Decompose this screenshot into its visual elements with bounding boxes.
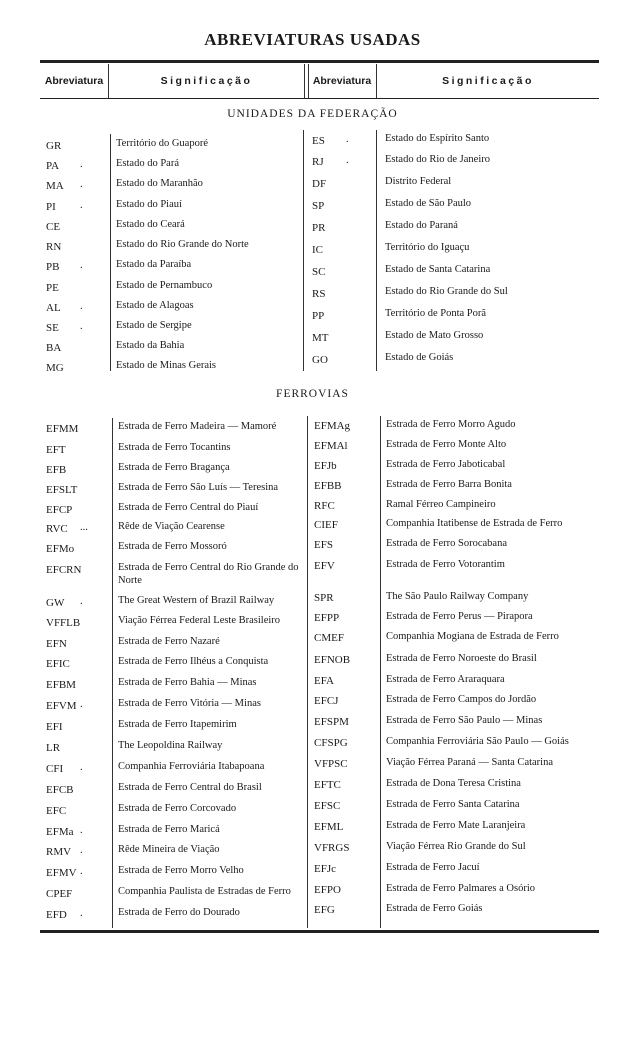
- abbreviation-meaning: Estrada de Ferro Santa Catarina: [386, 799, 520, 810]
- leader-dots: .: [80, 699, 83, 710]
- abbreviation-meaning: Estado da Bahia: [116, 340, 185, 351]
- abbreviation-code: GW: [46, 597, 65, 609]
- abbreviation-code: EFN: [46, 638, 67, 650]
- abbreviation-meaning: Estrada de Ferro Jacuí: [386, 862, 480, 873]
- abbreviation-meaning: Território de Ponta Porã: [385, 308, 487, 319]
- abbreviation-meaning: Rêde Mineira de Viação: [118, 844, 220, 855]
- column-divider: [303, 130, 304, 371]
- abbreviation-code: EFMo: [46, 543, 75, 555]
- abbreviation-meaning: Estado do Paraná: [385, 220, 458, 231]
- abbreviation-code: LR: [46, 742, 61, 754]
- abbreviation-code: EFV: [314, 560, 335, 572]
- header-top-rule: [40, 60, 599, 63]
- abbreviation-code: RMV: [46, 846, 72, 858]
- abbreviation-code: DF: [312, 178, 327, 190]
- abbreviation-meaning: Estado de Minas Gerais: [116, 360, 217, 371]
- page-title: ABREVIATURAS USADAS: [204, 30, 421, 49]
- abbreviation-meaning: Companhia Paulista de Estradas de Ferro: [118, 886, 291, 897]
- abbreviation-meaning: Estado do Piauí: [116, 199, 182, 210]
- leader-dots: .: [80, 159, 83, 170]
- abbreviation-meaning: Distrito Federal: [385, 176, 452, 187]
- abbreviation-code: EFC: [46, 805, 67, 817]
- abbreviation-code: EFT: [46, 444, 66, 456]
- abbreviation-code: CFI: [46, 763, 64, 775]
- abbreviation-code: GO: [312, 354, 328, 366]
- column-divider: [307, 416, 308, 928]
- leader-dots: .: [80, 845, 83, 856]
- abbreviation-meaning: Estrada de Ferro Ilhéus a Conquista: [118, 656, 269, 667]
- abbreviation-code: EFCB: [46, 784, 74, 796]
- abbreviation-meaning: Estrada de Ferro Maricá: [118, 824, 220, 835]
- abbreviation-meaning: Estrada de Ferro Noroeste do Brasil: [386, 653, 537, 664]
- abbreviation-meaning: Estrada de Ferro Mate Laranjeira: [386, 820, 526, 831]
- abbreviation-code: CIEF: [314, 519, 338, 531]
- column-divider: [110, 134, 111, 371]
- abbreviation-code: EFSPM: [314, 716, 349, 728]
- leader-dots: .: [80, 301, 83, 312]
- abbreviation-code: VFFLB: [46, 617, 81, 629]
- abbreviation-code: RJ: [312, 156, 324, 168]
- leader-dots: .: [346, 155, 349, 166]
- abbreviation-code: RN: [46, 241, 62, 253]
- abbreviation-code: EFCP: [46, 504, 73, 516]
- leader-dots: .: [80, 908, 83, 919]
- abbreviation-meaning: Estrada de Ferro Central do Rio Grande do Norte: [118, 562, 299, 586]
- abbreviation-code: EFMAl: [314, 440, 348, 452]
- abbreviation-meaning: Estado do Rio Grande do Norte: [116, 239, 249, 250]
- abbreviation-code: EFBM: [46, 679, 76, 691]
- abbreviation-meaning: Companhia Ferroviária São Paulo — Goiás: [386, 736, 569, 747]
- abbreviation-code: PE: [46, 282, 59, 294]
- abbreviation-meaning: Estrada de Ferro Bragança: [118, 462, 230, 473]
- abbreviation-code: EFPO: [314, 884, 341, 896]
- abbreviation-meaning: Estrada de Ferro Barra Bonita: [386, 479, 512, 490]
- abbreviation-meaning: Território do Iguaçu: [385, 242, 470, 253]
- leader-dots: .: [80, 179, 83, 190]
- abbreviation-code: EFMV: [46, 867, 77, 879]
- abbreviation-code: VFRGS: [314, 842, 350, 854]
- header-abbreviation-left: Abreviatura: [44, 75, 104, 87]
- header-meaning-right: Significação: [442, 75, 534, 87]
- abbreviation-meaning: Companhia Mogiana de Estrada de Ferro: [386, 631, 559, 642]
- abbreviation-meaning: Estrada de Ferro Corcovado: [118, 803, 237, 814]
- abbreviation-meaning: Estrada de Ferro do Dourado: [118, 907, 240, 918]
- abbreviation-meaning: Viação Férrea Federal Leste Brasileiro: [118, 615, 281, 626]
- abbreviation-code: RS: [312, 288, 326, 300]
- leader-dots: .: [80, 260, 83, 271]
- abbreviation-code: MT: [312, 332, 329, 344]
- column-divider: [380, 416, 381, 928]
- leader-dots: .: [80, 825, 83, 836]
- abbreviation-code: EFPP: [314, 612, 340, 624]
- abbreviation-code: EFJc: [314, 863, 336, 875]
- abbreviation-meaning: The São Paulo Railway Company: [386, 591, 529, 602]
- abbreviation-code: EFS: [314, 539, 333, 551]
- abbreviation-meaning: Estrada de Ferro Nazaré: [118, 636, 220, 647]
- abbreviation-code: EFI: [46, 721, 63, 733]
- abbreviation-meaning: Companhia Itatibense de Estrada de Ferro: [386, 518, 563, 529]
- abbreviation-code: EFML: [314, 821, 344, 833]
- abbreviation-meaning: Estrada de Ferro Morro Velho: [118, 865, 244, 876]
- abbreviation-meaning: Estado do Pará: [116, 158, 179, 169]
- leader-dots: .: [80, 321, 83, 332]
- abbreviation-code: PB: [46, 261, 60, 273]
- abbreviation-code: EFJb: [314, 460, 337, 472]
- abbreviation-meaning: Estrada de Ferro Perus — Pirapora: [386, 611, 533, 622]
- abbreviation-code: CPEF: [46, 888, 73, 900]
- abbreviation-meaning: Estrada de Ferro Central do Piauí: [118, 502, 259, 513]
- abbreviation-code: MA: [46, 180, 64, 192]
- abbreviation-meaning: Viação Férrea Paraná — Santa Catarina: [386, 757, 554, 768]
- abbreviation-code: SE: [46, 322, 59, 334]
- abbreviation-meaning: Estado do Ceará: [116, 219, 185, 230]
- abbreviation-meaning: Estado do Espírito Santo: [385, 133, 490, 144]
- abbreviation-meaning: Estrada de Ferro Palmares a Osório: [386, 883, 535, 894]
- abbreviation-meaning: Território do Guaporé: [116, 138, 208, 149]
- leader-dots: .: [80, 866, 83, 877]
- abbreviation-meaning: Estrada de Ferro Tocantins: [118, 442, 231, 453]
- abbreviation-code: SP: [312, 200, 325, 212]
- abbreviation-code: MG: [46, 362, 64, 374]
- header-abbreviation-right: Abreviatura: [312, 75, 372, 87]
- abbreviation-code: PR: [312, 222, 326, 234]
- abbreviation-code: EFG: [314, 904, 335, 916]
- abbreviation-meaning: Estado de Alagoas: [116, 300, 194, 311]
- abbreviation-code: EFMAg: [314, 420, 351, 432]
- abbreviation-meaning: Estrada de Ferro Mossoró: [118, 541, 227, 552]
- abbreviation-meaning: Estado de Sergipe: [116, 320, 192, 331]
- abbreviation-meaning: Estrada de Ferro São Luís — Teresina: [118, 482, 279, 493]
- header-bottom-rule: [40, 98, 599, 99]
- abbreviation-meaning: Estado de Mato Grosso: [385, 330, 484, 341]
- abbreviation-meaning: The Great Western of Brazil Railway: [118, 595, 275, 606]
- abbreviation-meaning: Estrada de Ferro Araraquara: [386, 674, 505, 685]
- abbreviation-code: EFSC: [314, 800, 341, 812]
- abbreviation-meaning: Estado da Paraíba: [116, 259, 192, 270]
- abbreviation-meaning: The Leopoldina Railway: [118, 740, 223, 751]
- abbreviation-code: EFNOB: [314, 654, 351, 666]
- abbreviation-meaning: Estrada de Dona Teresa Cristina: [386, 778, 521, 789]
- leader-dots: .: [80, 200, 83, 211]
- abbreviation-code: CFSPG: [314, 737, 348, 749]
- column-divider: [112, 418, 113, 928]
- abbreviation-code: EFVM: [46, 700, 77, 712]
- abbreviation-code: RFC: [314, 500, 335, 512]
- abbreviation-code: EFMM: [46, 423, 79, 435]
- abbreviation-code: CMEF: [314, 632, 344, 644]
- abbreviation-code: EFCJ: [314, 695, 339, 707]
- abbreviation-code: PA: [46, 160, 60, 172]
- abbreviation-meaning: Estrada de Ferro Vitória — Minas: [118, 698, 261, 709]
- abbreviation-meaning: Estrada de Ferro Campos do Jordão: [386, 694, 537, 705]
- abbreviation-code: EFB: [46, 464, 67, 476]
- abbreviation-meaning: Rêde de Viação Cearense: [118, 521, 225, 532]
- leader-dots: .: [80, 596, 83, 607]
- abbreviation-code: EFTC: [314, 779, 341, 791]
- column-divider: [376, 130, 377, 371]
- abbreviation-code: EFCRN: [46, 564, 82, 576]
- section-heading-railways: FERROVIAS: [276, 388, 349, 400]
- abbreviation-meaning: Estado de Santa Catarina: [385, 264, 491, 275]
- abbreviation-code: EFA: [314, 675, 334, 687]
- abbreviation-meaning: Estrada de Ferro São Paulo — Minas: [386, 715, 543, 726]
- abbreviation-meaning: Estado do Rio Grande do Sul: [385, 286, 508, 297]
- abbreviation-code: SC: [312, 266, 326, 278]
- abbreviation-meaning: Estrada de Ferro Jaboticabal: [386, 459, 506, 470]
- header-meaning-left: Significação: [160, 75, 253, 87]
- abbreviation-meaning: Estado do Rio de Janeiro: [385, 154, 490, 165]
- abbreviation-code: PI: [46, 201, 56, 213]
- abbreviation-meaning: Estrada de Ferro Madeira — Mamoré: [118, 421, 277, 432]
- abbreviation-code: EFMa: [46, 826, 74, 838]
- abbreviation-meaning: Ramal Férreo Campineiro: [386, 499, 496, 510]
- abbreviation-meaning: Estado de Goiás: [385, 352, 454, 363]
- abbreviation-code: AL: [46, 302, 61, 314]
- abbreviation-meaning: Estado do Maranhão: [116, 178, 203, 189]
- abbreviation-meaning: Estrada de Ferro Goiás: [386, 903, 483, 914]
- abbreviation-code: SPR: [314, 592, 334, 604]
- footer-rule: [40, 930, 599, 933]
- abbreviation-code: EFSLT: [46, 484, 78, 496]
- abbreviation-meaning: Estado de Pernambuco: [116, 280, 213, 291]
- abbreviation-code: RVC: [46, 523, 68, 535]
- abbreviation-code: GR: [46, 140, 62, 152]
- abbreviation-code: VFPSC: [314, 758, 348, 770]
- leader-dots: .: [80, 762, 83, 773]
- abbreviation-code: PP: [312, 310, 325, 322]
- abbreviation-code: EFD: [46, 909, 67, 921]
- abbreviation-meaning: Estrada de Ferro Central do Brasil: [118, 782, 262, 793]
- abbreviation-meaning: Estrada de Ferro Votorantim: [386, 559, 505, 570]
- abbreviation-meaning: Estado de São Paulo: [385, 198, 472, 209]
- abbreviation-code: EFBB: [314, 480, 342, 492]
- leader-dots: .: [346, 134, 349, 145]
- abbreviation-meaning: Estrada de Ferro Itapemirim: [118, 719, 237, 730]
- abbreviation-code: EFIC: [46, 658, 70, 670]
- abbreviation-code: ES: [312, 135, 325, 147]
- abbreviation-code: BA: [46, 342, 62, 354]
- abbreviation-code: CE: [46, 221, 61, 233]
- leader-dots: ...: [80, 522, 88, 533]
- abbreviation-meaning: Viação Férrea Rio Grande do Sul: [386, 841, 526, 852]
- section-heading-states: UNIDADES DA FEDERAÇÃO: [227, 108, 398, 120]
- abbreviation-meaning: Estrada de Ferro Morro Agudo: [386, 419, 516, 430]
- abbreviation-meaning: Estrada de Ferro Monte Alto: [386, 439, 507, 450]
- abbreviation-meaning: Companhia Ferroviária Itabapoana: [118, 761, 265, 772]
- abbreviation-code: IC: [312, 244, 323, 256]
- abbreviation-meaning: Estrada de Ferro Sorocabana: [386, 538, 507, 549]
- abbreviation-meaning: Estrada de Ferro Bahia — Minas: [118, 677, 257, 688]
